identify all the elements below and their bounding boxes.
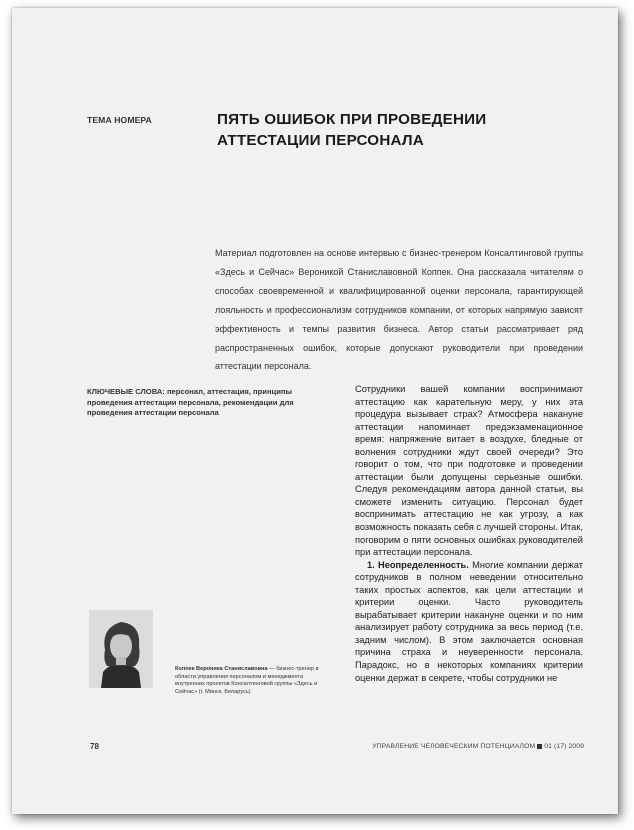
author-bio: — бизнес-тренер в области управления персоналом и менеджмента внутренних проектов Консалтинговой группы «Здесь и Сейчас» (г. Минск, Беларусь): [175, 666, 319, 695]
body-item-1: [355, 559, 583, 684]
journal-issue: 01 (17) 2009: [544, 743, 584, 750]
section-label: ТЕМА НОМЕРА: [87, 115, 152, 125]
article-title: ПЯТЬ ОШИБОК ПРИ ПРОВЕДЕНИИ АТТЕСТАЦИИ ПЕРСОНАЛА: [217, 111, 487, 149]
author-name: Коппек Вероника Станиславовна: [175, 666, 268, 672]
body-paragraph: Сотрудники вашей компании воспринимают аттестацию как карательную меру, у них эта процедура вызывает страх? Атмосфера накануне аттестации напоминает предэкзаменационное время: напряжение витает в воздухе, бледные от волнения сотрудники ждут своей очереди? Это говорит о том, что при подготовке и проведении аттестации были допущены серьезные ошибки. Следуя рекомендациям автора данной статьи, вы сможете изменить ситуацию. Персонал будет воспринимать аттестацию не как угрозу, а как возможность показать себя с лучшей стороны. Итак, поговорим о пяти основных ошибках руководителей при аттестации персонала.: [355, 384, 583, 558]
author-info: [175, 666, 320, 696]
square-bullet-icon: [537, 744, 542, 749]
journal-name: УПРАВЛЕНИЕ ЧЕЛОВЕЧЕСКИМ ПОТЕНЦИАЛОМ: [372, 743, 536, 750]
article-lead: Материал подготовлен на основе интервью с бизнес-тренером Консалтинговой группы «Здесь и Сейчас» Вероникой Станиславовной Коппек. Она рассказала читателям о способах своевременной и квалифицированной оценки персонала, гарантирующей лояльность и профессионализм сотрудников компании, от которых напрямую зависят эффективность и темпы развития бизнеса. Автор статьи рассматривает ряд распространенных ошибок, которые допускают руководители при проведении аттестации персонала.: [215, 248, 583, 372]
page-number: 78: [90, 742, 99, 751]
magazine-page: [12, 8, 618, 814]
footer-journal: [372, 743, 584, 750]
article-body: [355, 383, 583, 684]
item-text: Многие компании держат сотрудников в полном неведении относительно таких простых аспектов, как цели аттестации и критерии оценки. Часто руководитель вырабатывает критерии накануне оценки и по ним анализирует работу сотрудника за весь период (т.е. задним числом). В этом заключается основная причина страха и неуверенности персонала. Парадокс, но в некоторых компаниях критерии оценки держат в секрете, чтобы сотрудники не: [355, 559, 583, 683]
author-photo: [89, 610, 153, 688]
item-heading: 1. Неопределенность.: [367, 559, 469, 570]
keywords: КЛЮЧЕВЫЕ СЛОВА: персонал, аттестация, принципы проведения аттестации персонала, рекомендации для проведения аттестации персонала: [87, 387, 294, 417]
